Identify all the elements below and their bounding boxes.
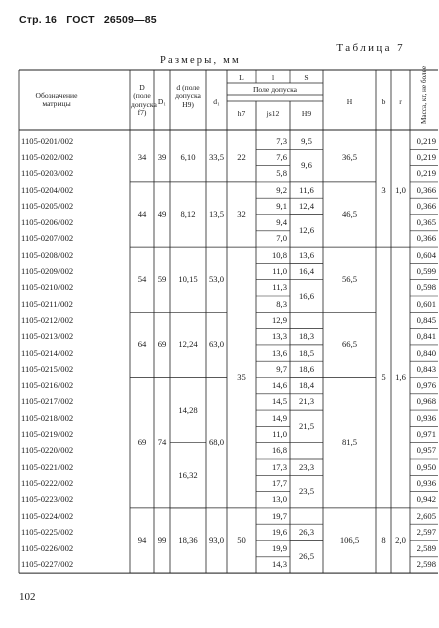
table-row-mass: 0,219 [416, 135, 436, 146]
table-row-designation: 1105-0203/002 [21, 168, 74, 179]
cell-h: 36,5 [341, 151, 358, 162]
table-row-l: 9,4 [276, 217, 287, 228]
cell-s: 18,5 [298, 347, 315, 358]
cell-d-inner: 18,36 [178, 535, 198, 545]
cell-s: 9,5 [301, 135, 312, 146]
table-row-mass: 0,604 [416, 249, 436, 260]
table-row-designation: 1105-0215/002 [21, 363, 74, 374]
cell-length: 32 [237, 209, 246, 219]
table-row-designation: 1105-0220/002 [21, 445, 74, 456]
cell-s: 16,6 [298, 290, 315, 301]
table-row-mass: 2,605 [416, 510, 436, 521]
table-row-designation: 1105-0225/002 [21, 526, 74, 537]
table-row-mass: 2,589 [416, 543, 436, 554]
cell-s: 21,3 [298, 396, 315, 407]
table-row-l: 19,7 [271, 510, 287, 521]
cell-d-inner-sub: 14,28 [178, 404, 198, 415]
cell-d-inner: 6,10 [180, 151, 196, 162]
table-row-mass: 0,365 [416, 217, 436, 228]
table-row-l: 7,6 [276, 151, 287, 162]
header-d1-inner: d₁ [213, 97, 220, 106]
table-row-mass: 0,957 [416, 445, 436, 456]
table-row-mass: 0,601 [416, 298, 436, 309]
cell-s: 12,4 [298, 200, 315, 211]
cell-s: 11,6 [299, 184, 314, 195]
table-row-designation: 1105-0204/002 [21, 184, 74, 195]
cell-h: 46,5 [341, 209, 358, 219]
table-row-l: 17,3 [271, 461, 287, 472]
header-tol-h9: H9 [301, 109, 312, 118]
cell-d-inner: 10,15 [178, 274, 198, 285]
table-row-l: 11,0 [272, 429, 287, 440]
cell-d-inner: 8,12 [180, 209, 196, 219]
table-row-designation: 1105-0210/002 [21, 282, 74, 293]
cell-d-inner-sub: 16,32 [178, 469, 198, 480]
header-designation: Обозначение матрицы [35, 91, 78, 109]
header-s: S [304, 73, 309, 82]
table-row-l: 13,0 [271, 494, 287, 505]
table-row-designation: 1105-0219/002 [21, 429, 74, 440]
header-b: b [381, 97, 386, 106]
table-row-l: 9,2 [276, 184, 287, 195]
header-d1: D₁ [157, 97, 167, 106]
table-row-l: 10,8 [271, 249, 287, 260]
table-row-l: 5,8 [276, 168, 287, 179]
cell-r: 2,0 [395, 535, 406, 545]
cell-d-outer: 44 [137, 209, 147, 219]
header-h: H [346, 97, 353, 106]
table-row-l: 9,7 [276, 363, 287, 374]
header-tol-h7: h7 [237, 109, 246, 118]
cell-h: 66,5 [341, 339, 358, 350]
standard-number: 26509—85 [103, 14, 157, 26]
table-row-mass: 0,598 [416, 282, 436, 293]
table-row-l: 14,5 [271, 396, 287, 407]
table-row-designation: 1105-0222/002 [21, 477, 74, 488]
cell-d1: 69 [157, 339, 167, 350]
table-row-l: 7,0 [276, 233, 287, 244]
table-row-mass: 0,976 [416, 380, 436, 391]
cell-s: 26,3 [298, 526, 315, 537]
table-caption: Размеры, мм [160, 55, 241, 66]
header-mass: Масса, кг, не более [420, 65, 428, 124]
table-row-designation: 1105-0216/002 [21, 380, 74, 391]
cell-s: 18,6 [298, 363, 315, 374]
cell-d1: 39 [157, 151, 167, 162]
cell-d1-inner: 13,5 [208, 209, 225, 219]
table-row-designation: 1105-0211/002 [21, 298, 73, 309]
table-row-mass: 0,366 [416, 200, 436, 211]
cell-b: 3 [381, 184, 386, 195]
table-row-l: 12,9 [271, 314, 287, 325]
standard-label: ГОСТ [66, 14, 95, 26]
table-row-mass: 0,219 [416, 168, 436, 179]
table-row-mass: 0,843 [416, 363, 436, 374]
cell-d1: 49 [157, 209, 167, 219]
table-row-l: 13,6 [271, 347, 287, 358]
cell-s: 13,6 [298, 249, 315, 260]
table-row-l: 14,9 [271, 412, 287, 423]
cell-d1: 99 [157, 535, 167, 545]
table-row-l: 17,7 [271, 477, 287, 488]
table-row-designation: 1105-0223/002 [21, 494, 74, 505]
cell-s: 12,6 [298, 225, 315, 236]
table-row-designation: 1105-0218/002 [21, 412, 74, 423]
cell-b: 8 [381, 535, 386, 545]
header-tolerance-group: Поле допуска [252, 85, 298, 94]
page-label: Стр. 16 [19, 14, 58, 26]
table-row-designation: 1105-0214/002 [21, 347, 74, 358]
table-row-mass: 0,936 [416, 412, 436, 423]
table-row-designation: 1105-0221/002 [21, 461, 74, 472]
table-row-mass: 2,597 [416, 526, 436, 537]
page-number: 102 [19, 591, 36, 603]
cell-d-outer: 34 [137, 151, 147, 162]
table-row-mass: 0,219 [416, 151, 436, 162]
cell-s: 18,3 [298, 331, 315, 342]
cell-d1-inner: 53,0 [208, 274, 225, 285]
cell-h: 81,5 [341, 437, 358, 448]
table-row-designation: 1105-0208/002 [21, 249, 74, 260]
table-row-designation: 1105-0227/002 [21, 559, 74, 570]
cell-length: 35 [237, 372, 246, 382]
table-row-l: 11,0 [272, 266, 287, 277]
cell-s: 9,6 [301, 160, 312, 171]
cell-s: 23,5 [298, 486, 315, 497]
table-row-l: 16,8 [271, 445, 287, 456]
table-row-designation: 1105-0205/002 [21, 200, 74, 211]
header-length-small-l: l [271, 73, 275, 82]
table-row-mass: 0,366 [416, 184, 436, 195]
table-row-mass: 0,942 [416, 494, 436, 505]
table-row-l: 19,9 [271, 543, 287, 554]
header-length-l: L [239, 73, 244, 82]
cell-h: 56,5 [341, 274, 358, 285]
cell-length: 22 [237, 151, 246, 162]
cell-d1-inner: 63,0 [208, 339, 225, 350]
table-row-designation: 1105-0212/002 [21, 314, 74, 325]
cell-s: 18,4 [298, 380, 315, 391]
table-row-mass: 0,845 [416, 314, 436, 325]
table-row-mass: 0,950 [416, 461, 436, 472]
table-row-mass: 0,968 [416, 396, 436, 407]
table-row-l: 9,1 [276, 200, 287, 211]
cell-b: 5 [381, 372, 386, 382]
cell-d1-inner: 33,5 [208, 151, 225, 162]
table-row-mass: 0,936 [416, 477, 436, 488]
table-row-designation: 1105-0209/002 [21, 266, 74, 277]
cell-s: 26,5 [298, 551, 315, 562]
table-row-l: 7,3 [276, 135, 287, 146]
table-row-l: 8,3 [276, 298, 287, 309]
table-row-mass: 2,598 [416, 559, 436, 570]
table-row-designation: 1105-0201/002 [21, 135, 74, 146]
table-row-designation: 1105-0202/002 [21, 151, 74, 162]
cell-s: 16,4 [298, 266, 315, 277]
table-row-mass: 0,599 [416, 266, 436, 277]
cell-length: 50 [237, 535, 246, 545]
cell-h: 106,5 [339, 535, 360, 545]
cell-d1: 59 [157, 274, 167, 285]
cell-d-outer: 94 [137, 535, 147, 545]
header-r: r [399, 97, 402, 106]
cell-d-inner: 12,24 [178, 339, 198, 350]
table-row-l: 14,3 [271, 559, 287, 570]
table-row-mass: 0,366 [416, 233, 436, 244]
cell-d1-inner: 93,0 [208, 535, 225, 545]
table-row-l: 13,3 [271, 331, 287, 342]
table-row-l: 19,6 [271, 526, 287, 537]
cell-s: 23,3 [298, 461, 315, 472]
header-tol-js12: js12 [266, 109, 280, 118]
table-row-designation: 1105-0226/002 [21, 543, 74, 554]
table-row-l: 14,6 [271, 380, 287, 391]
cell-r: 1,6 [395, 372, 406, 382]
cell-d1: 74 [157, 437, 167, 448]
table-row-mass: 0,971 [416, 429, 436, 440]
header-d-inner: d (поле допуска H9) [175, 83, 201, 109]
cell-d-outer: 54 [137, 274, 147, 285]
table-row-mass: 0,841 [416, 331, 436, 342]
table-row-designation: 1105-0213/002 [21, 331, 74, 342]
table-row-designation: 1105-0224/002 [21, 510, 74, 521]
cell-d-outer: 69 [137, 437, 147, 448]
header-d-outer: D (поле допуска f7) [131, 83, 157, 118]
cell-d1-inner: 68,0 [208, 437, 225, 448]
table-row-designation: 1105-0217/002 [21, 396, 74, 407]
cell-d-outer: 64 [137, 339, 147, 350]
cell-r: 1,0 [395, 184, 406, 195]
cell-s: 21,5 [298, 420, 315, 431]
table-row-designation: 1105-0206/002 [21, 217, 74, 228]
table-row-designation: 1105-0207/002 [21, 233, 74, 244]
table-row-l: 11,3 [272, 282, 287, 293]
table-row-mass: 0,840 [416, 347, 436, 358]
table-number: Таблица 7 [336, 42, 405, 54]
